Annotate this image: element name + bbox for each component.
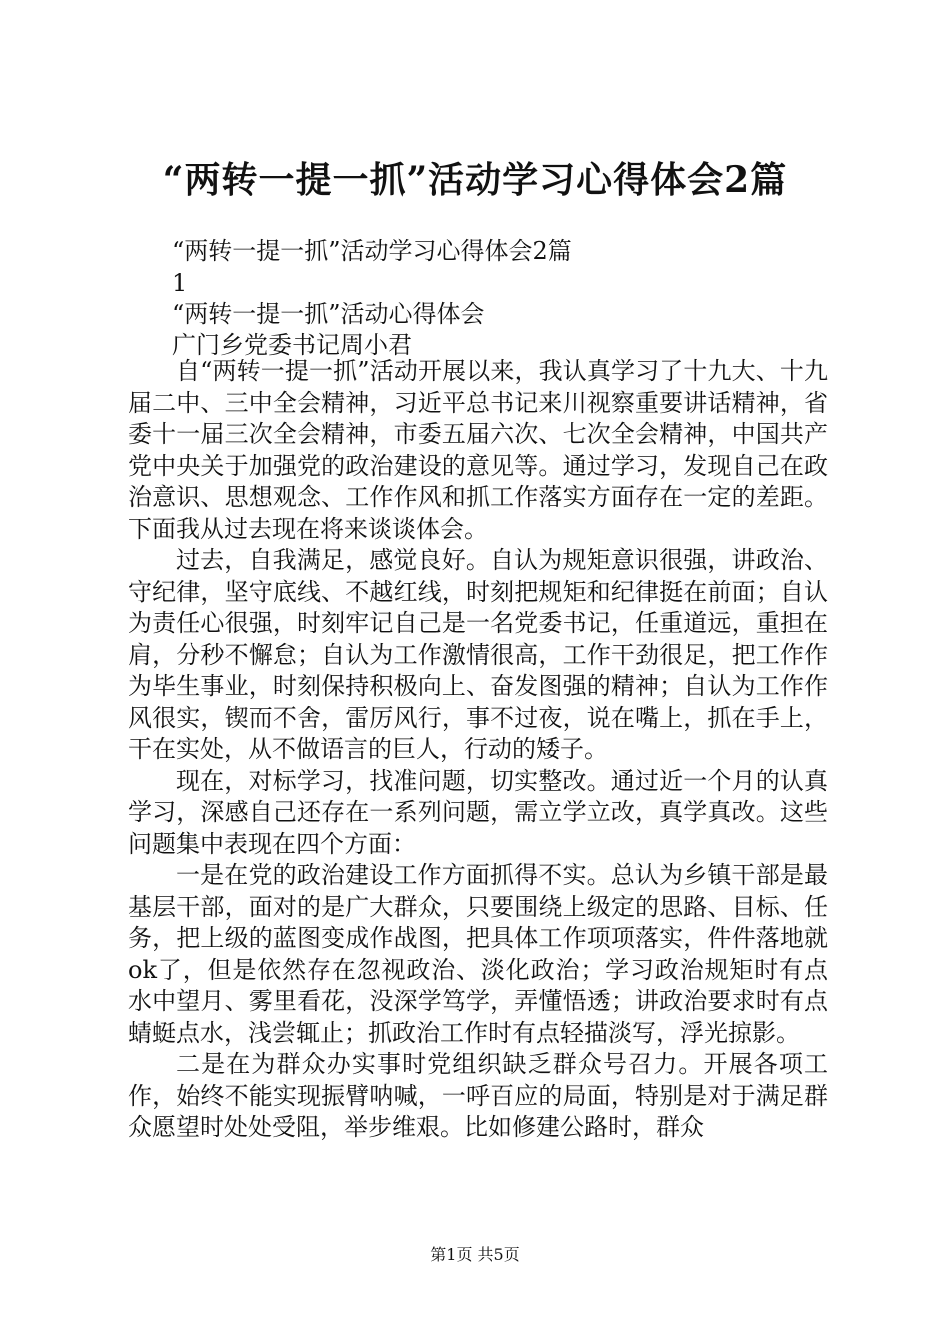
page-footer: 第1页 共5页 — [430, 1245, 520, 1264]
author-line: 广门乡党委书记周小君 — [172, 331, 412, 359]
document-subtitle: “两转一提一抓”活动学习心得体会2篇 — [172, 237, 572, 265]
document-body — [128, 356, 828, 1144]
paragraph: 二是在为群众办实事时党组织缺乏群众号召力。开展各项工作，始终不能实现振臂呐喊，一呼百应的局面，特别是对于满足群众愿望时处处受阻，举步维艰。比如修建公路时，群众 — [128, 1050, 828, 1141]
paragraph: 自“两转一提一抓”活动开展以来，我认真学习了十九大、十九届二中、三中全会精神，习近平总书记来川视察重要讲话精神，省委十一届三次全会精神，市委五届六次、七次全会精神，中国共产党中央关于加强党的政治建设的意见等。通过学习，发现自己在政治意识、思想观念、工作作风和抓工作落实方面存在一定的差距。下面我从过去现在将来谈谈体会。 — [128, 357, 828, 543]
section-number: 1 — [172, 269, 188, 297]
paragraph: 过去，自我满足，感觉良好。自认为规矩意识很强，讲政治、守纪律，坚守底线、不越红线，时刻把规矩和纪律挺在前面；自认为责任心很强，时刻牢记自己是一名党委书记，任重道远，重担在肩，分秒不懈怠；自认为工作激情很高，工作干劲很足，把工作作为毕生事业，时刻保持积极向上、奋发图强的精神；自认为工作作风很实，锲而不舍，雷厉风行，事不过夜，说在嘴上，抓在手上，干在实处，从不做语言的巨人，行动的矮子。 — [128, 546, 828, 763]
paragraph: 一是在党的政治建设工作方面抓得不实。总认为乡镇干部是最基层干部，面对的是广大群众，只要围绕上级定的思路、目标、任务，把上级的蓝图变成作战图，把具体工作项项落实，件件落地就ok了，但是依然存在忽视政治、淡化政治；学习政治规矩时有点水中望月、雾里看花，没深学笃学，弄懂悟透；讲政治要求时有点蜻蜓点水，浅尝辄止；抓政治工作时有点轻描淡写，浮光掠影。 — [128, 861, 828, 1047]
paragraph: 现在，对标学习，找准问题，切实整改。通过近一个月的认真学习，深感自己还存在一系列问题，需立学立改，真学真改。这些问题集中表现在四个方面： — [128, 766, 828, 858]
section-title: “两转一提一抓”活动心得体会 — [172, 300, 485, 328]
document-title: “两转一提一抓”活动学习心得体会2篇 — [162, 159, 788, 201]
